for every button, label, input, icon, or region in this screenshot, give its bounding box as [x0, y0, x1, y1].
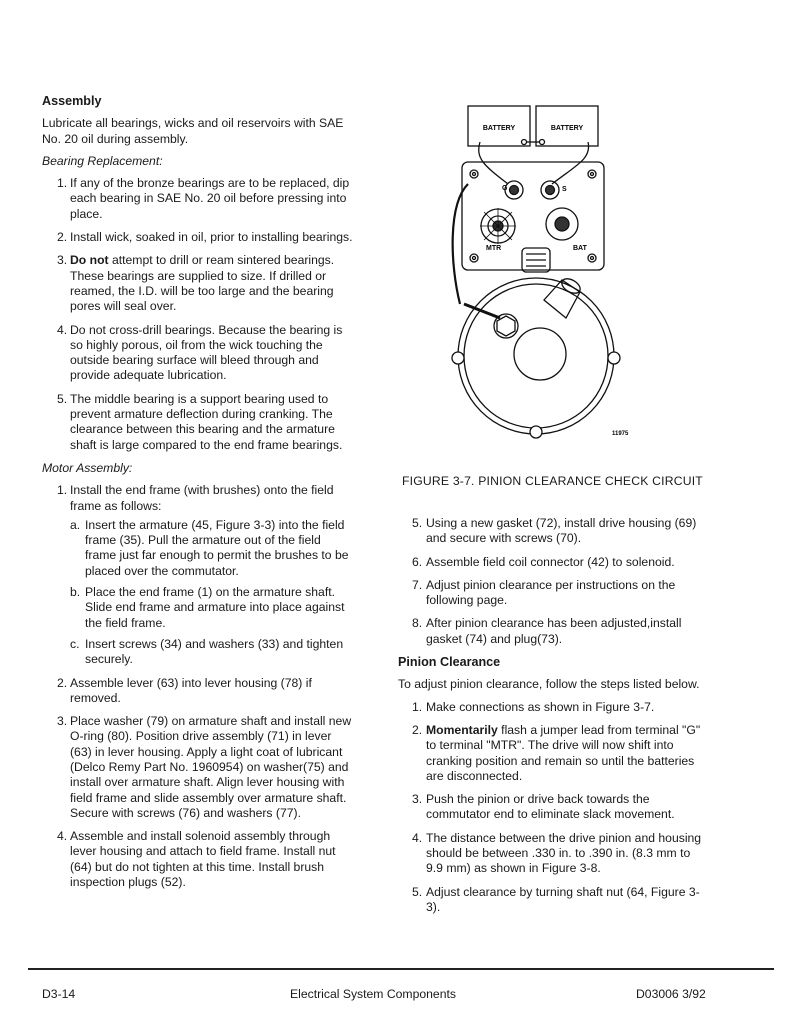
- item-number: 4.: [57, 322, 68, 337]
- item-number: 5.: [412, 884, 423, 899]
- list-item: [42, 230, 354, 245]
- item-text: Insert the armature (45, Figure 3-3) into the field frame (35). Pull the armature out of the field frame just far enough to permit the brushes to be placed over the commutator.: [85, 517, 349, 578]
- list-item: [70, 637, 354, 668]
- list-item: [42, 829, 354, 890]
- item-number: 4.: [57, 829, 68, 844]
- item-number: 1.: [412, 699, 423, 714]
- item-text: attempt to drill or ream sintered bearings. These bearings are supplied to size. If drilled or reamed, the I.D. will be too large and the bearing pores will seal over.: [70, 253, 335, 314]
- terminal-bat-label: BAT: [573, 245, 587, 252]
- section-title: Electrical System Components: [290, 987, 456, 1001]
- motor-steps: [42, 483, 354, 890]
- list-item: [398, 555, 708, 570]
- list-item: [42, 676, 354, 707]
- pinion-clearance-heading: Pinion Clearance: [398, 655, 501, 670]
- item-number: c.: [70, 636, 80, 651]
- list-item: [42, 392, 354, 453]
- item-number: 3.: [57, 253, 68, 268]
- list-item: [398, 616, 708, 647]
- item-text: Make connections as shown in Figure 3-7.: [426, 699, 655, 714]
- terminal-s-label: S: [562, 186, 567, 193]
- figure-number: 11975: [612, 431, 629, 437]
- list-item: [398, 792, 708, 823]
- item-text: Using a new gasket (72), install drive housing (69) and secure with screws (70).: [426, 516, 697, 546]
- item-number: 3.: [412, 792, 423, 807]
- list-item: [398, 578, 708, 609]
- pinion-clearance-intro: To adjust pinion clearance, follow the steps listed below.: [398, 677, 700, 692]
- list-item: [42, 176, 354, 222]
- motor-substeps: [70, 518, 354, 668]
- item-text: Push the pinion or drive back towards the commutator end to eliminate slack movement.: [426, 792, 675, 822]
- item-text: Assemble field coil connector (42) to solenoid.: [426, 554, 675, 569]
- list-item: [42, 253, 354, 314]
- list-item: [398, 516, 708, 547]
- item-text: Adjust pinion clearance per instructions on the following page.: [426, 577, 676, 608]
- item-text: After pinion clearance has been adjusted,install gasket (74) and plug(73).: [426, 616, 682, 646]
- item-number: 1.: [57, 483, 68, 498]
- right-column: [398, 516, 708, 923]
- item-number: 3.: [57, 714, 68, 729]
- item-text: Insert screws (34) and washers (33) and tighten securely.: [85, 636, 344, 667]
- item-number: 2.: [57, 230, 68, 245]
- continued-motor-steps: [398, 516, 708, 647]
- document-code: D03006 3/92: [636, 987, 706, 1001]
- item-text: flash a jumper lead from terminal "G" to terminal "MTR". The drive will now shift into cranking position and remain so until the batteries are disconnected.: [426, 722, 701, 783]
- list-item: [398, 723, 708, 784]
- terminal-mtr-label: MTR: [486, 245, 502, 252]
- list-item: [42, 714, 354, 821]
- item-text: The distance between the drive pinion and housing should be between .330 in. to .390 in. (8.3 mm to 9.9 mm) as shown in Figure 3-8.: [426, 830, 702, 876]
- terminal-g-label: G: [502, 185, 508, 192]
- item-number: 4.: [412, 830, 423, 845]
- item-text: Assemble and install solenoid assembly through lever housing and attach to field frame. Install nut (64) but do not tighten at this time. Install brush inspection plugs (52).: [70, 829, 336, 890]
- bearing-steps: [42, 176, 354, 453]
- item-number: 7.: [412, 577, 423, 592]
- item-text: Install wick, soaked in oil, prior to installing bearings.: [70, 230, 353, 245]
- battery-right-label: BATTERY: [550, 125, 584, 132]
- item-number: 5.: [412, 516, 423, 530]
- item-text: Do not cross-drill bearings. Because the bearing is so highly porous, oil from the wick touching the outside bearing surface will bleed through and provide adequate lubrication.: [70, 322, 343, 383]
- item-number: b.: [70, 585, 81, 600]
- item-text: Place the end frame (1) on the armature shaft. Slide end frame and armature into place against the field frame.: [85, 585, 345, 630]
- battery-left-label: BATTERY: [482, 125, 516, 132]
- item-text: Adjust clearance by turning shaft nut (64, Figure 3-3).: [426, 884, 700, 914]
- item-text: Place washer (79) on armature shaft and install new O-ring (80). Position drive assembly (71) in lever (63) in lever housing. Apply a light coat of lubricant (Delco Remy Part No. 1960954) on washer(75) and install over armature shaft. Align lever housing with field frame and slide assembly over armature shaft. Secure with screws (76) and washers (77).: [70, 714, 352, 820]
- list-item: [70, 518, 354, 579]
- left-column: [42, 94, 354, 898]
- footer-rule: [28, 968, 774, 970]
- item-number: 1.: [57, 176, 68, 191]
- figure-caption: FIGURE 3-7. PINION CLEARANCE CHECK CIRCUIT: [402, 474, 703, 488]
- item-number: a.: [70, 517, 81, 532]
- list-item: [398, 831, 708, 877]
- item-number: 2.: [412, 722, 423, 737]
- item-number: 2.: [57, 675, 68, 690]
- list-item: [42, 483, 354, 667]
- emphasis-text: Momentarily: [426, 722, 498, 737]
- item-number: 6.: [412, 554, 423, 569]
- list-item: [398, 885, 708, 916]
- emphasis-text: Do not: [70, 253, 109, 268]
- assembly-heading: Assembly: [42, 94, 102, 108]
- page-number: D3-14: [42, 987, 76, 1001]
- list-item: [70, 585, 354, 631]
- drive-housing: [458, 278, 614, 434]
- item-text: The middle bearing is a support bearing used to prevent armature deflection during cranking. The clearance between this bearing and the armature shaft is large compared to the end frame bearings.: [70, 391, 343, 452]
- pinion-clearance-circuit-figure: [440, 104, 636, 440]
- item-text: If any of the bronze bearings are to be replaced, dip each bearing in SAE No. 20 oil before pressing into place.: [70, 176, 350, 221]
- item-number: 8.: [412, 616, 423, 631]
- motor-assembly-heading: Motor Assembly:: [42, 460, 133, 475]
- item-text: Install the end frame (with brushes) onto the field frame as follows:: [70, 483, 334, 513]
- list-item: [42, 323, 354, 384]
- assembly-intro: Lubricate all bearings, wicks and oil reservoirs with SAE No. 20 oil during assembly.: [42, 116, 344, 146]
- item-text: Assemble lever (63) into lever housing (78) if removed.: [70, 675, 312, 705]
- bearing-replacement-heading: Bearing Replacement:: [42, 153, 163, 168]
- list-item: [398, 700, 708, 715]
- item-number: 5.: [57, 391, 68, 406]
- pinion-steps: [398, 700, 708, 916]
- jumper-lead: [453, 184, 468, 304]
